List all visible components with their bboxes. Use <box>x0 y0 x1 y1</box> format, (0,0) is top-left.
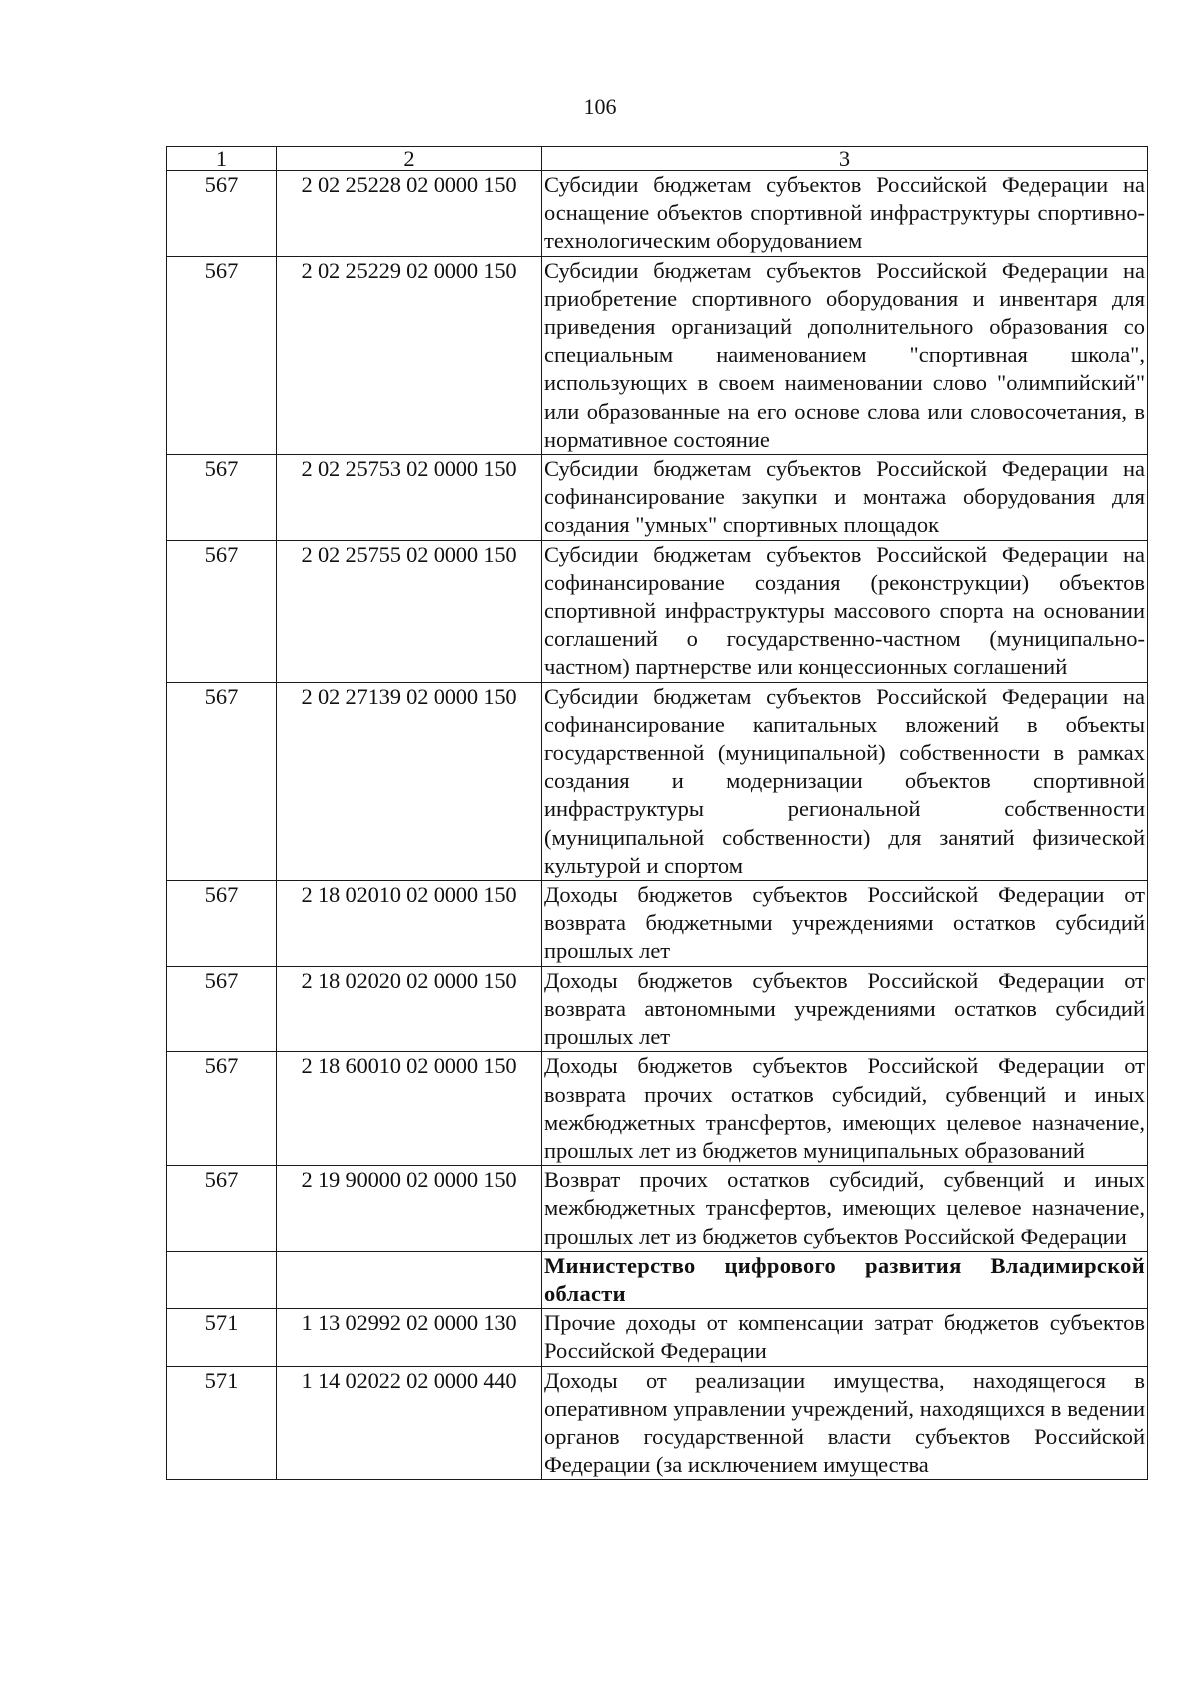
revenue-name-cell: Возврат прочих остатков субсидий, субвенций и иных межбюджетных трансфертов, имеющих целевое назначение, прошлых лет из бюджетов субъектов Российской Федерации <box>542 1166 1148 1252</box>
admin-code-cell: 567 <box>167 171 277 257</box>
admin-code-cell: 567 <box>167 966 277 1052</box>
revenue-code-cell: 2 02 25753 02 0000 150 <box>277 455 542 541</box>
table-header-row <box>167 147 1148 171</box>
revenue-name-cell: Доходы бюджетов субъектов Российской Федерации от возврата автономными учреждениями остатков субсидий прошлых лет <box>542 966 1148 1052</box>
admin-code-cell: 567 <box>167 1052 277 1166</box>
column-header-2: 2 <box>277 147 542 171</box>
table-section-heading-row <box>167 1251 1148 1308</box>
page-number: 106 <box>583 94 617 119</box>
table-row <box>167 256 1148 454</box>
column-header-1: 1 <box>167 147 277 171</box>
column-header-3: 3 <box>542 147 1148 171</box>
table-row <box>167 1166 1148 1252</box>
revenue-name-cell: Доходы бюджетов субъектов Российской Федерации от возврата прочих остатков субсидий, субвенций и иных межбюджетных трансфертов, имеющих целевое назначение, прошлых лет из бюджетов муниципальных образований <box>542 1052 1148 1166</box>
table-row <box>167 540 1148 682</box>
admin-code-cell <box>167 1251 277 1308</box>
revenue-name-cell: Субсидии бюджетам субъектов Российской Федерации на софинансирование закупки и монтажа оборудования для создания "умных" спортивных площадок <box>542 455 1148 541</box>
revenue-classification-table <box>166 146 1148 1480</box>
table-row <box>167 682 1148 880</box>
revenue-name-cell: Доходы бюджетов субъектов Российской Федерации от возврата бюджетными учреждениями остатков субсидий прошлых лет <box>542 881 1148 967</box>
revenue-name-cell: Прочие доходы от компенсации затрат бюджетов субъектов Российской Федерации <box>542 1309 1148 1366</box>
table-row <box>167 881 1148 967</box>
revenue-code-cell: 2 18 02010 02 0000 150 <box>277 881 542 967</box>
revenue-name-cell: Субсидии бюджетам субъектов Российской Федерации на софинансирование капитальных вложений в объекты государственной (муниципальной) собственности в рамках создания и модернизации объектов спортивной инфраструктуры региональной собственности (муниципальной собственности) для занятий физической культурой и спортом <box>542 682 1148 880</box>
revenue-name-cell: Доходы от реализации имущества, находящегося в оперативном управлении учреждений, находящихся в ведении органов государственной власти субъектов Российской Федерации (за исключением имущества <box>542 1366 1148 1480</box>
admin-code-cell: 567 <box>167 455 277 541</box>
revenue-code-cell: 1 14 02022 02 0000 440 <box>277 1366 542 1480</box>
table-body <box>167 171 1148 1480</box>
admin-code-cell: 571 <box>167 1366 277 1480</box>
revenue-name-cell: Субсидии бюджетам субъектов Российской Федерации на оснащение объектов спортивной инфраструктуры спортивно-технологическим оборудованием <box>542 171 1148 257</box>
revenue-code-cell: 2 02 27139 02 0000 150 <box>277 682 542 880</box>
table-row <box>167 966 1148 1052</box>
revenue-code-cell: 1 13 02992 02 0000 130 <box>277 1309 542 1366</box>
revenue-code-cell: 2 19 90000 02 0000 150 <box>277 1166 542 1252</box>
revenue-code-cell: 2 02 25228 02 0000 150 <box>277 171 542 257</box>
admin-code-cell: 567 <box>167 256 277 454</box>
revenue-name-cell: Субсидии бюджетам субъектов Российской Федерации на софинансирование создания (реконструкции) объектов спортивной инфраструктуры массового спорта на основании соглашений о государственно-частном (муниципально-частном) партнерстве или концессионных соглашений <box>542 540 1148 682</box>
revenue-code-cell: 2 18 02020 02 0000 150 <box>277 966 542 1052</box>
revenue-code-cell: 2 18 60010 02 0000 150 <box>277 1052 542 1166</box>
revenue-code-cell: 2 02 25755 02 0000 150 <box>277 540 542 682</box>
section-heading-cell: Министерство цифрового развития Владимирской области <box>542 1251 1148 1308</box>
admin-code-cell: 567 <box>167 682 277 880</box>
admin-code-cell: 567 <box>167 881 277 967</box>
admin-code-cell: 567 <box>167 1166 277 1252</box>
table-row <box>167 1309 1148 1366</box>
table-row <box>167 171 1148 257</box>
table-row <box>167 1052 1148 1166</box>
admin-code-cell: 571 <box>167 1309 277 1366</box>
revenue-code-cell: 2 02 25229 02 0000 150 <box>277 256 542 454</box>
revenue-code-cell <box>277 1251 542 1308</box>
admin-code-cell: 567 <box>167 540 277 682</box>
table-row <box>167 455 1148 541</box>
revenue-name-cell: Субсидии бюджетам субъектов Российской Федерации на приобретение спортивного оборудования и инвентаря для приведения организаций дополнительного образования со специальным наименованием "спортивная школа", использующих в своем наименовании слово "олимпийский" или образованные на его основе слова или словосочетания, в нормативное состояние <box>542 256 1148 454</box>
table-row <box>167 1366 1148 1480</box>
